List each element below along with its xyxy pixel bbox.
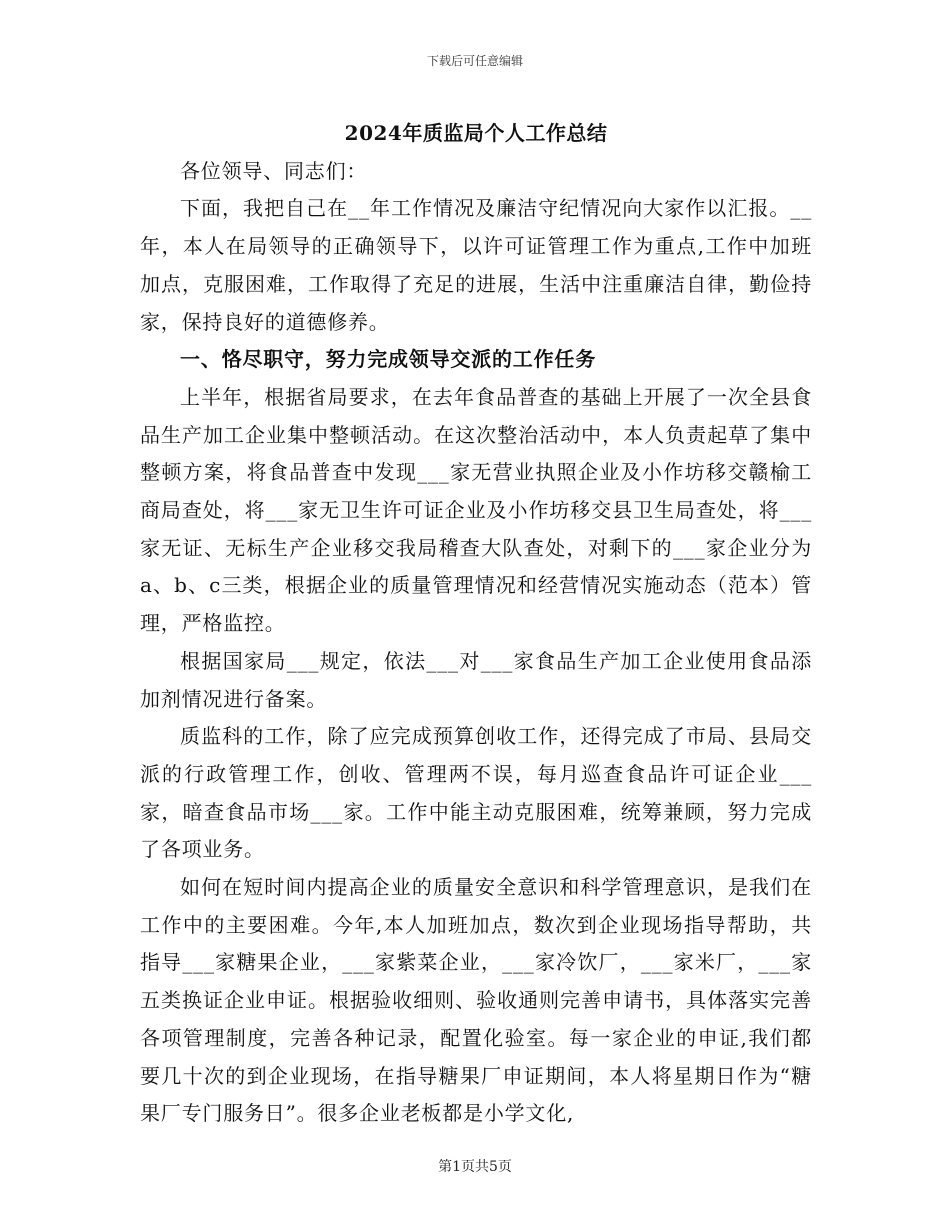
page-number: 第1页共5页: [438, 1159, 512, 1175]
intro-paragraph: 下面，我把自己在__年工作情况及廉洁守纪情况向大家作以汇报。__年，本人在局领导的正确领导下，以许可证管理工作为重点,工作中加班加点，克服困难，工作取得了充足的进展，生活中注重廉洁自律，勤俭持家，保持良好的道德修养。: [140, 196, 812, 334]
page-header: 下载后可任意编辑: [426, 54, 523, 68]
paragraph-3: 质监科的工作，除了应完成预算创收工作，还得完成了市局、县局交派的行政管理工作，创收、管理两不误，每月巡查食品许可证企业___家，暗查食品市场___家。工作中能主动克服困难，统筹兼顾，努力完成了各项业务。: [140, 724, 812, 862]
greeting: 各位领导、同志们：: [180, 158, 368, 183]
document-body: [140, 115, 812, 1133]
section-heading: 一、恪尽职守，努力完成领导交派的工作任务: [180, 347, 596, 372]
document-title: 2024年质监局个人工作总结: [344, 121, 608, 145]
paragraph-2: 根据国家局___规定，依法___对___家食品生产加工企业使用食品添加剂情况进行备案。: [140, 648, 812, 711]
paragraph-1: 上半年，根据省局要求，在去年食品普查的基础上开展了一次全县食品生产加工企业集中整顿活动。在这次整治活动中，本人负责起草了集中整顿方案，将食品普查中发现___家无营业执照企业及小作坊移交赣榆工商局查处，将___家无卫生许可证企业及小作坊移交县卫生局查处，将___家无证、无标生产企业移交我局稽查大队查处，对剩下的___家企业分为a、b、c三类，根据企业的质量管理情况和经营情况实施动态（范本）管理，严格监控。: [140, 384, 812, 636]
paragraph-4: 如何在短时间内提高企业的质量安全意识和科学管理意识，是我们在工作中的主要困难。今年,本人加班加点，数次到企业现场指导帮助，共指导___家糖果企业，___家紫菜企业，___家冷饮厂，___家米厂，___家五类换证企业申证。根据验收细则、验收通则完善申请书，具体落实完善各项管理制度，完善各种记录，配置化验室。每一家企业的申证,我们都要几十次的到企业现场，在指导糖果厂申证期间，本人将星期日作为“糖果厂专门服务日”。很多企业老板都是小学文化,: [140, 875, 812, 1126]
